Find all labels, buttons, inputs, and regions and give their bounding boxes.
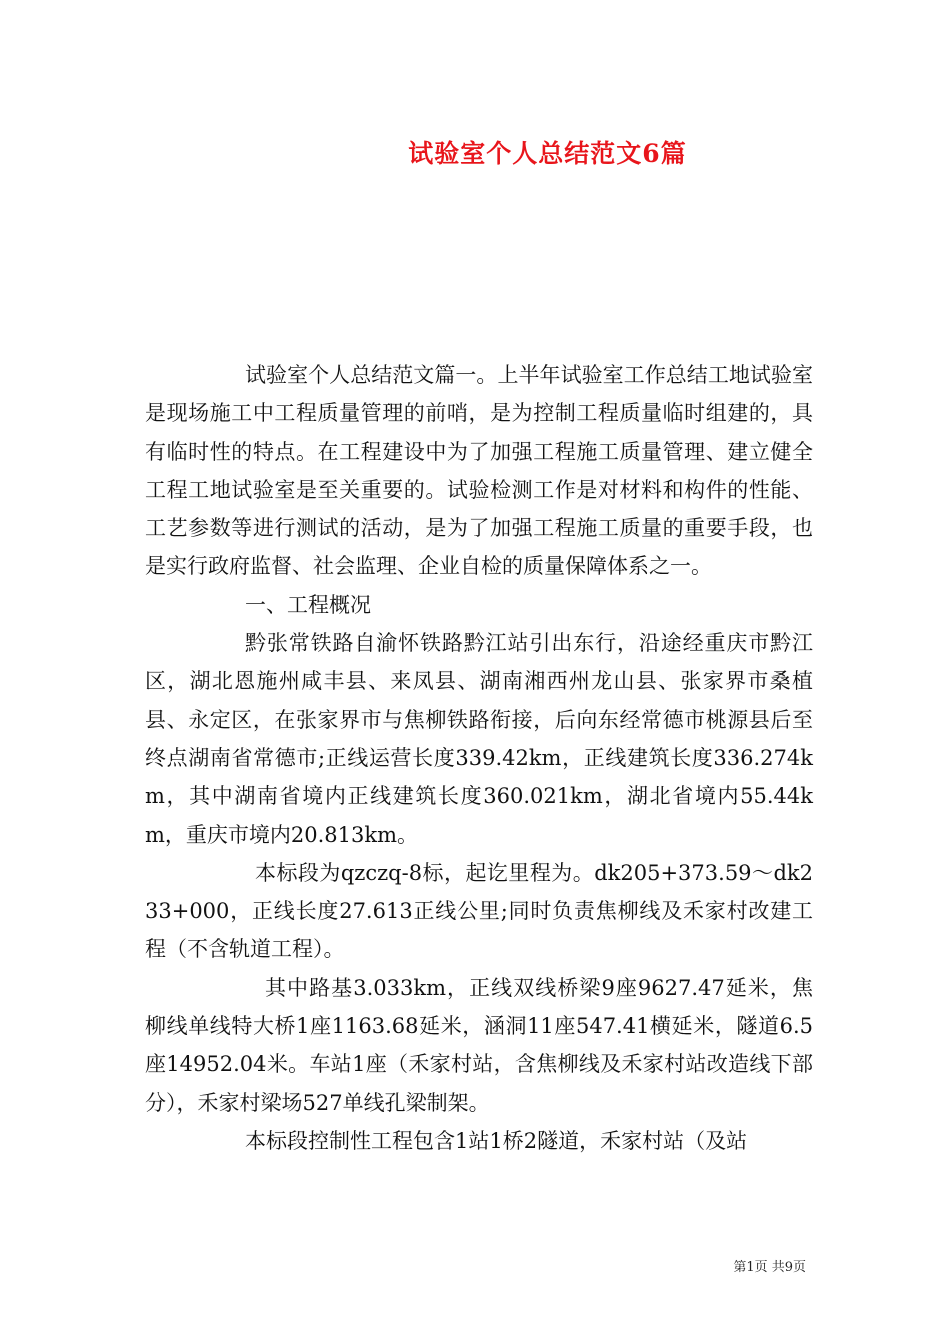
page-title: 试验室个人总结范文6篇 [408,139,687,168]
paragraph-quantities: 其中路基3.033km，正线双线桥梁9座9627.47延米，焦柳线单线特大桥1座1163.68延米，涵洞11座547.41横延米，隧道6.5座14952.04米。车站1座（禾家村站，含焦柳线及禾家村站改造线下部分），禾家村梁场527单线孔梁制架。 [145,975,813,1115]
paragraph-control-works: 本标段控制性工程包含1站1桥2隧道，禾家村站（及站 [245,1128,748,1153]
paragraph-intro: 试验室个人总结范文篇一。上半年试验室工作总结工地试验室是现场施工中工程质量管理的前哨，是为控制工程质量临时组建的，具有临时性的特点。在工程建设中为了加强工程施工质量管理、建立健全工程工地试验室是至关重要的。试验检测工作是对材料和构件的性能、工艺参数等进行测试的活动，是为了加强工程施工质量的重要手段，也是实行政府监督、社会监理、企业自检的质量保障体系之一。 [145,363,813,579]
page-number: 第1页 共9页 [733,1260,806,1275]
section-heading: 一、工程概况 [245,592,371,617]
paragraph-overview: 黔张常铁路自渝怀铁路黔江站引出东行，沿途经重庆市黔江区，湖北恩施州咸丰县、来凤县、湖南湘西州龙山县、张家界市桑植县、永定区，在张家界市与焦柳铁路衔接，后向东经常德市桃源县后至终点湖南省常德市;正线运营长度339.42km，正线建筑长度336.274km，其中湖南省境内正线建筑长度360.021km，湖北省境内55.44km，重庆市境内20.813km。 [145,631,813,847]
document-body [145,356,813,1160]
paragraph-section-scope: 本标段为qzczq-8标，起讫里程为。dk205+373.59～dk233+000，正线长度27.613正线公里;同时负责焦柳线及禾家村改建工程（不含轨道工程）。 [145,860,813,962]
